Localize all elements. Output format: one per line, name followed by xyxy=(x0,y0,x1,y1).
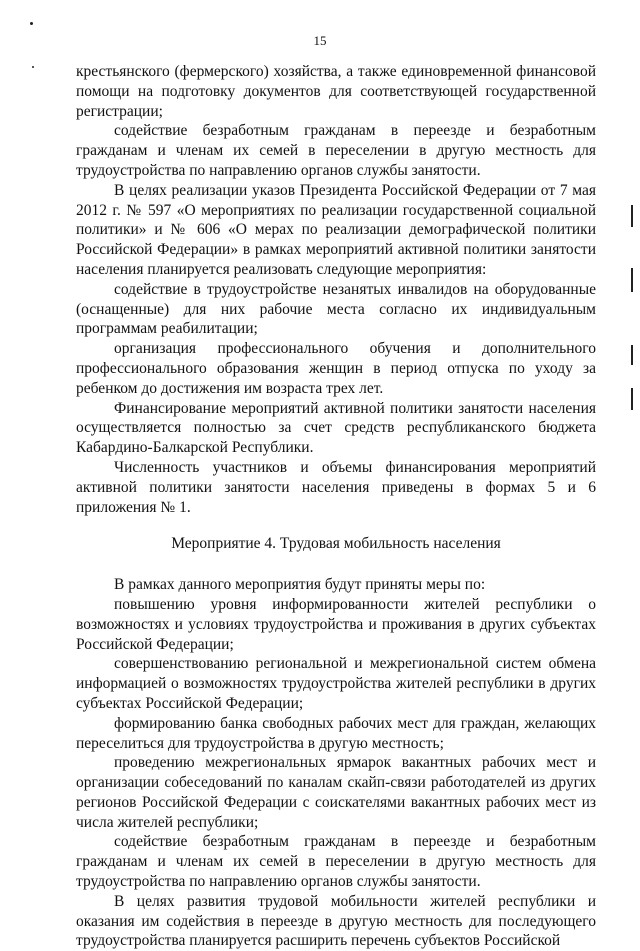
page-number: 15 xyxy=(313,33,327,48)
paragraph: крестьянского (фермерского) хозяйства, а также единовременной финансовой помощи на подготовку документов для соответствующей государственной регистрации; xyxy=(76,63,596,120)
scan-speck xyxy=(30,22,33,25)
paragraph: содействие безработным гражданам в переезде и безработным гражданам и членам их семей в переселении в другую местность для трудоустройства по направлению органов службы занятости. xyxy=(76,833,596,891)
paragraph: организация профессионального обучения и дополнительного профессионального образования женщин в период отпуска по уходу за ребенком до достижения им возраста трех лет. xyxy=(76,340,596,397)
binding-mark xyxy=(631,345,633,365)
paragraph: Финансирование мероприятий активной политики занятости населения осуществляется полностью за счет средств республиканского бюджета Кабардино-Балкарской Республики. xyxy=(76,399,596,457)
paragraph: содействие безработным гражданам в переезде и безработным гражданам и членам их семей в переселении в другую местность для трудоустройства по направлению органов службы занятости. xyxy=(76,122,596,179)
paragraph: формированию банка свободных рабочих мест для граждан, желающих переселиться для трудоустройства в другую местность; xyxy=(76,714,596,752)
binding-mark xyxy=(631,268,633,292)
paragraph: В рамках данного мероприятия будут приняты меры по: xyxy=(114,576,486,594)
binding-mark xyxy=(631,205,633,227)
paragraph: Численность участников и объемы финансирования мероприятий активной политики занятости населения приведены в формах 5 и 6 приложения № 1. xyxy=(76,458,596,516)
paragraph: проведению межрегиональных ярмарок вакантных рабочих мест и организации собеседований по каналам скайп-связи работодателей из других регионов Российской Федерации с соискателями вакантных рабочих мест из числа жителей республики; xyxy=(76,754,596,831)
scan-speck xyxy=(32,66,34,68)
paragraph: В целях развития трудовой мобильности жителей республики и оказания им содействия в переезде в другую местность для последующего трудоустройства планируется расширить перечень субъектов Российской xyxy=(76,892,596,950)
section-heading: Мероприятие 4. Трудовая мобильность населения xyxy=(171,535,501,553)
paragraph: В целях реализации указов Президента Российской Федерации от 7 мая 2012 г. № 597 «О мероприятиях по реализации государственной социальной политики» и № 606 «О мерах по реализации демографической политики Российской Федерации» в рамках мероприятий активной политики занятости населения планируется реализовать следующие мероприятия: xyxy=(76,181,596,278)
document-body xyxy=(76,62,596,951)
paragraph: содействие в трудоустройстве незанятых инвалидов на оборудованные (оснащенные) для них рабочие места согласно их индивидуальным программам реабилитации; xyxy=(76,280,596,338)
binding-mark xyxy=(631,388,633,410)
paragraph: повышению уровня информированности жителей республики о возможностях и условиях трудоустройства и проживания в других субъектах Российской Федерации; xyxy=(76,595,596,653)
paragraph: совершенствованию региональной и межрегиональной систем обмена информацией о возможностях трудоустройства жителей республики в других субъектах Российской Федерации; xyxy=(76,655,596,712)
